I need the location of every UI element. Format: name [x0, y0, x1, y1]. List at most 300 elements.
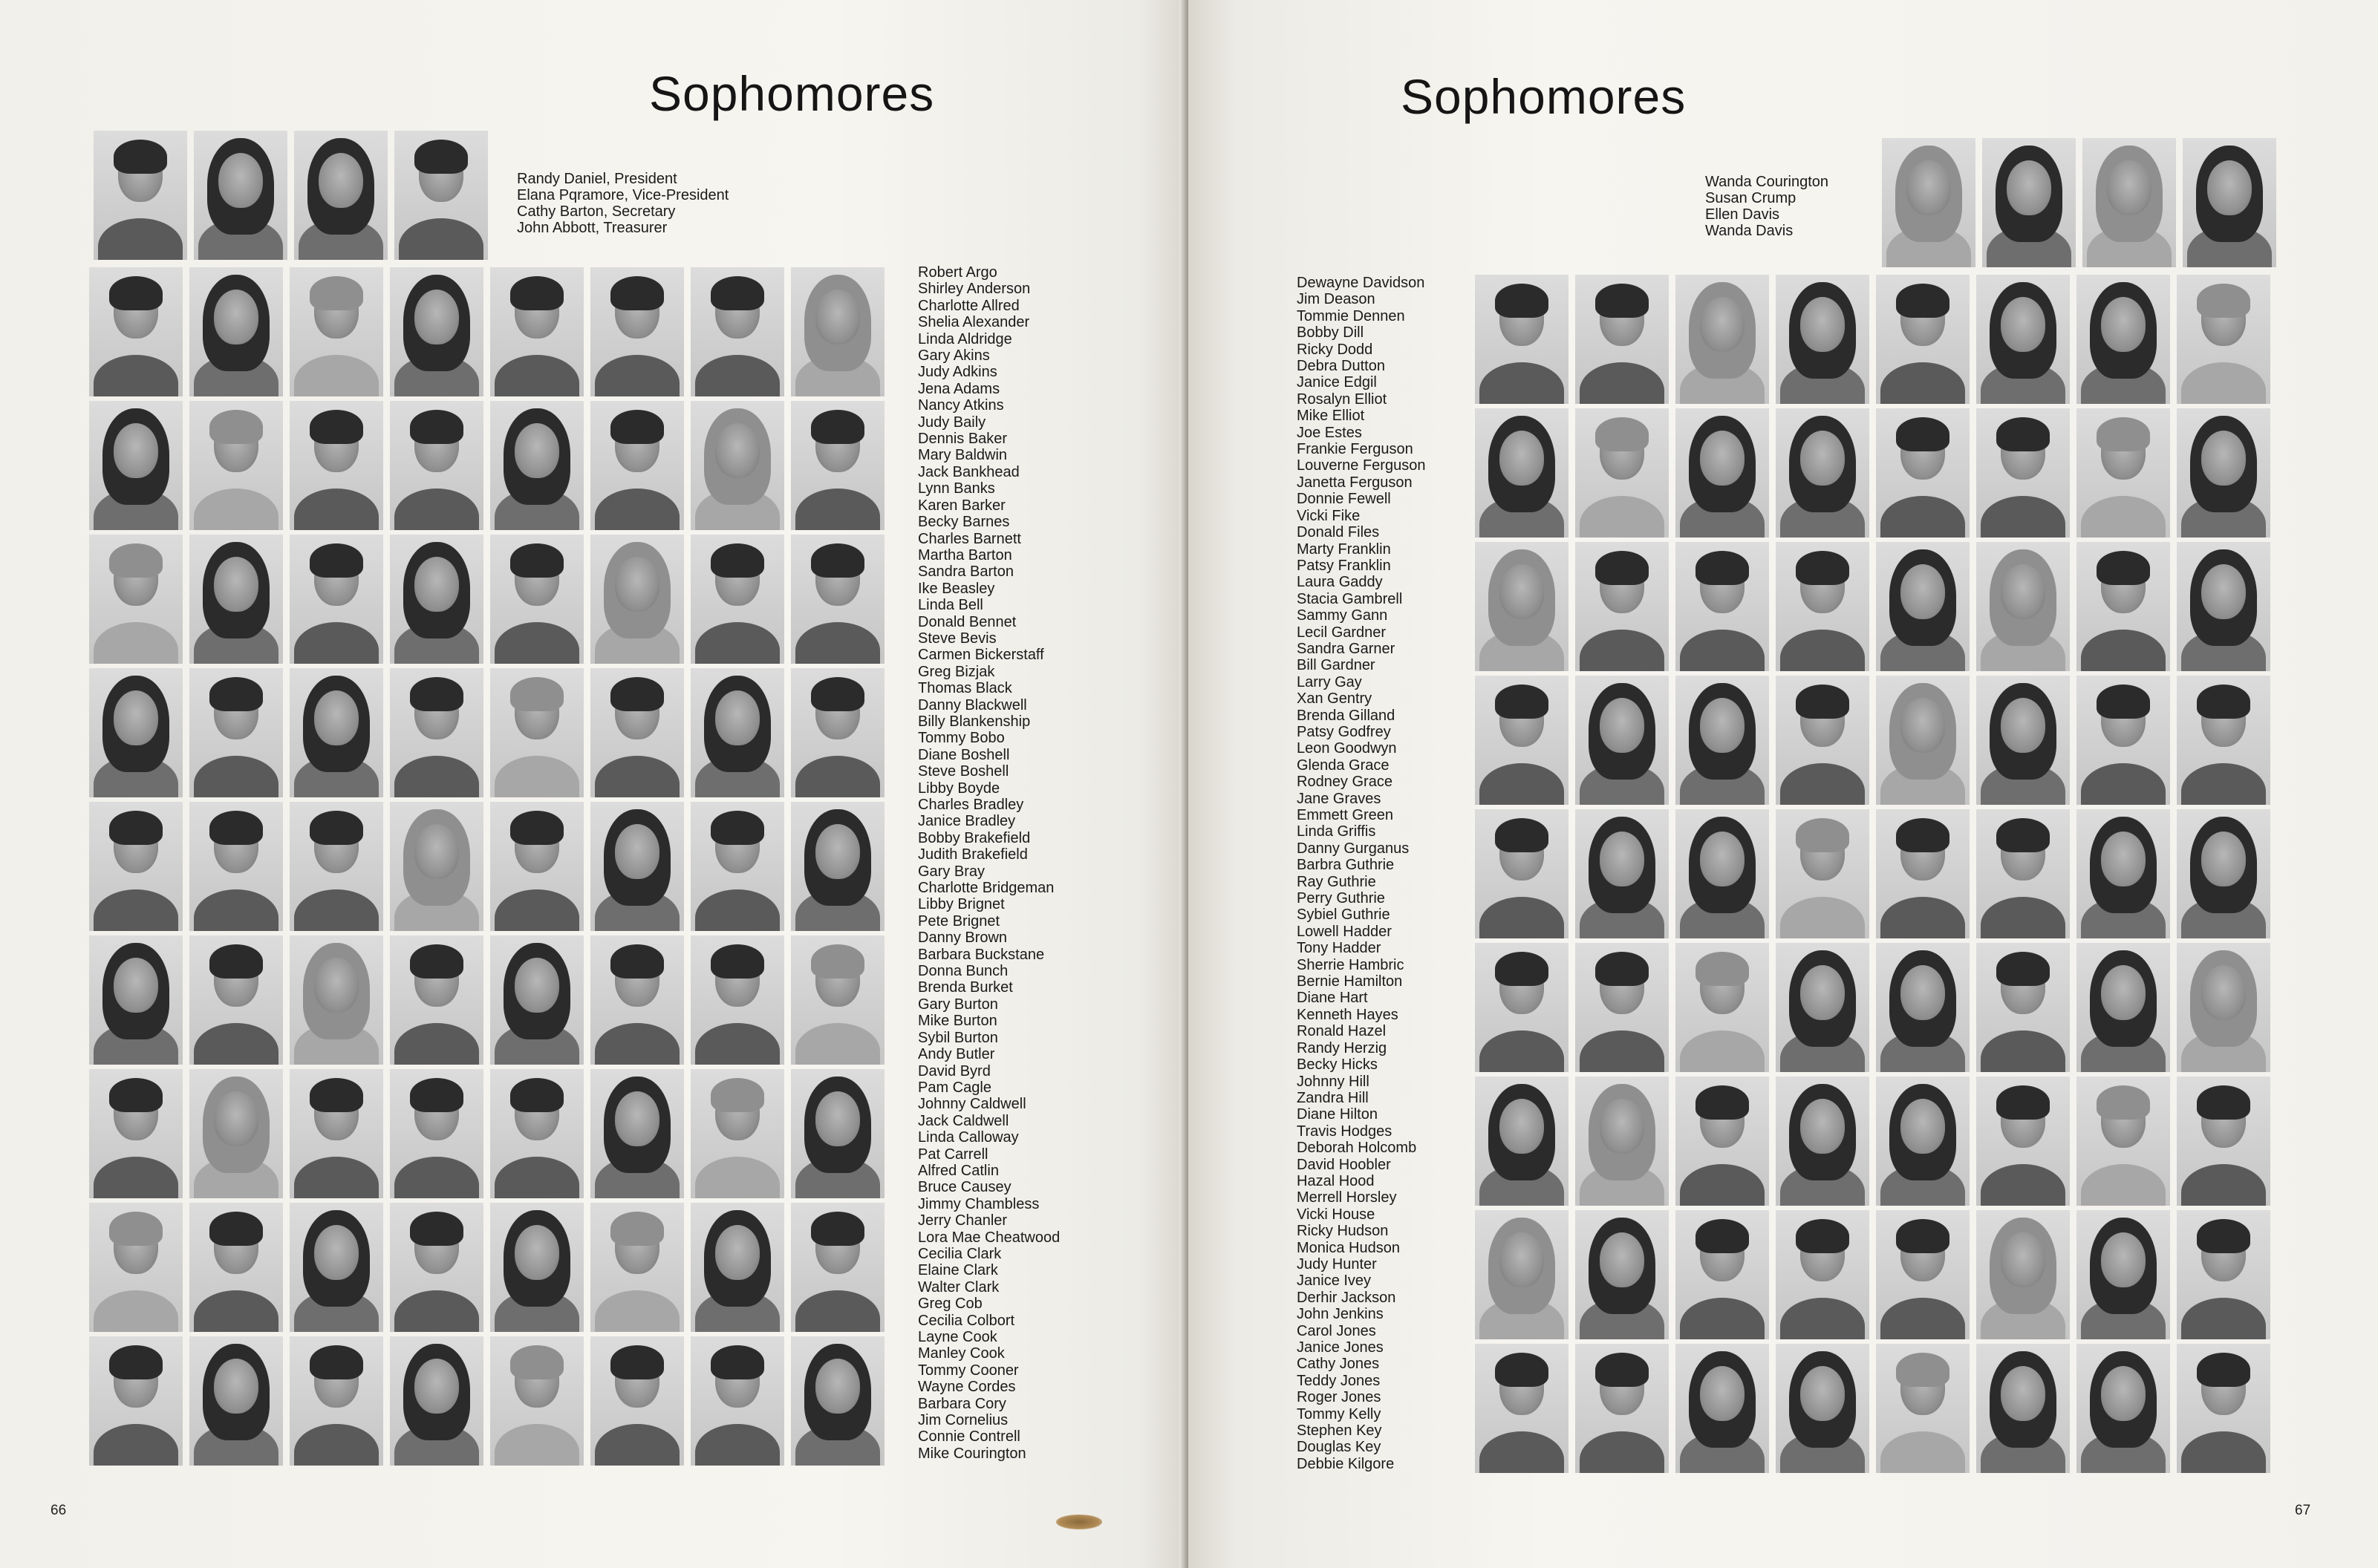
student-photo — [590, 668, 684, 797]
student-photo — [490, 267, 584, 396]
student-name: Jerry Chanler — [918, 1212, 1008, 1229]
top-name-list — [1705, 174, 1828, 239]
student-photo — [290, 267, 383, 396]
student-name: Cecilia Clark — [918, 1245, 1002, 1262]
student-photo — [89, 1069, 183, 1198]
student-name: Carmen Bickerstaff — [918, 647, 1044, 664]
student-photo — [791, 401, 885, 530]
student-photo — [1475, 1210, 1568, 1339]
student-name: Charles Bradley — [918, 797, 1024, 813]
student-name: David Hoobler — [1297, 1156, 1391, 1173]
student-name: Martha Barton — [918, 546, 1012, 564]
student-photo — [1575, 809, 1669, 938]
student-photo — [1976, 1344, 2070, 1473]
student-photo — [1876, 1344, 1970, 1473]
student-photo — [89, 668, 183, 797]
student-name: Lynn Banks — [918, 480, 995, 497]
student-name: Randy Herzig — [1297, 1039, 1387, 1056]
student-name: Donna Bunch — [918, 963, 1009, 980]
student-name: Libby Brignet — [918, 896, 1005, 913]
student-name: Diane Boshell — [918, 746, 1010, 763]
student-photo — [1475, 1344, 1568, 1473]
student-name: Connie Contrell — [918, 1428, 1020, 1446]
student-photo — [89, 535, 183, 664]
student-photo — [590, 935, 684, 1065]
student-name: Kenneth Hayes — [1297, 1006, 1398, 1023]
student-photo — [390, 267, 483, 396]
student-photo — [390, 401, 483, 530]
student-name: Roger Jones — [1297, 1389, 1381, 1406]
officer-list — [517, 171, 729, 236]
student-photo — [189, 267, 283, 396]
student-name: Nancy Atkins — [918, 397, 1004, 414]
student-photo — [390, 535, 483, 664]
student-photo — [189, 668, 283, 797]
student-photo — [390, 668, 483, 797]
page-title: Sophomores — [649, 66, 935, 121]
student-photo — [394, 131, 488, 260]
student-photo — [2076, 809, 2170, 938]
student-name: Shirley Anderson — [918, 281, 1031, 298]
student-photo — [1675, 943, 1769, 1072]
student-name: Mike Burton — [918, 1013, 997, 1030]
student-name: Travis Hodges — [1297, 1123, 1392, 1140]
student-name: Judy Hunter — [1297, 1255, 1377, 1273]
student-photo — [290, 1203, 383, 1332]
student-name: Diane Hart — [1297, 990, 1368, 1007]
student-photo — [1876, 676, 1970, 805]
student-photo — [2076, 1077, 2170, 1206]
student-name: Tommy Cooner — [918, 1362, 1019, 1379]
student-name: Marty Franklin — [1297, 540, 1391, 558]
student-name: Jack Caldwell — [918, 1112, 1009, 1129]
student-photo — [791, 1203, 885, 1332]
student-name: Sandra Barton — [918, 564, 1014, 581]
student-photo — [1776, 408, 1869, 538]
student-photo — [1575, 1344, 1669, 1473]
student-photo — [1475, 943, 1568, 1072]
student-photo — [590, 535, 684, 664]
student-photo — [490, 535, 584, 664]
student-photo — [1976, 1077, 2070, 1206]
student-photo — [2082, 138, 2176, 267]
student-name: Vicki Fike — [1297, 507, 1361, 524]
student-photo — [590, 1336, 684, 1466]
student-name: Bobby Brakefield — [918, 829, 1031, 846]
student-photo — [290, 401, 383, 530]
student-photo — [1776, 809, 1869, 938]
student-name: Tommie Dennen — [1297, 307, 1405, 324]
student-name: Emmett Green — [1297, 807, 1394, 823]
student-name: Jena Adams — [918, 380, 1000, 397]
officer-name: John Abbott, Treasurer — [517, 220, 668, 236]
student-photo — [791, 267, 885, 396]
student-name: Becky Hicks — [1297, 1056, 1378, 1074]
student-photo — [290, 802, 383, 931]
student-name: Mike Elliot — [1297, 408, 1365, 425]
student-name: Patsy Godfrey — [1297, 723, 1391, 740]
page-number: 66 — [51, 1503, 67, 1518]
student-photo — [1675, 542, 1769, 671]
student-photo — [290, 535, 383, 664]
student-photo — [1876, 1077, 1970, 1206]
student-photo — [1776, 1077, 1869, 1206]
student-name: Cathy Jones — [1297, 1356, 1380, 1373]
student-photo — [2177, 275, 2270, 404]
student-photo-grid — [89, 267, 885, 1466]
student-name: Joe Estes — [1297, 424, 1362, 441]
student-name: Susan Crump — [1705, 190, 1796, 206]
student-photo — [2177, 408, 2270, 538]
student-photo — [2177, 1210, 2270, 1339]
student-photo — [1675, 275, 1769, 404]
student-name: Glenda Grace — [1297, 757, 1390, 774]
student-name-list — [1297, 275, 1425, 1472]
student-name: Diane Hilton — [1297, 1106, 1378, 1123]
student-name: Linda Bell — [918, 597, 983, 614]
student-photo — [1575, 943, 1669, 1072]
officer-name: Cathy Barton, Secretary — [517, 203, 676, 220]
page-number: 67 — [2295, 1503, 2311, 1518]
student-name: John Jenkins — [1297, 1306, 1384, 1323]
student-name: Brenda Burket — [918, 979, 1013, 996]
student-name: Danny Brown — [918, 930, 1008, 947]
student-name: Bobby Dill — [1297, 324, 1364, 342]
student-photo — [89, 802, 183, 931]
student-photo — [1675, 676, 1769, 805]
student-name: Sandra Garner — [1297, 640, 1395, 657]
student-photo — [390, 1203, 483, 1332]
student-photo — [390, 1069, 483, 1198]
student-photo — [590, 1069, 684, 1198]
student-name: Xan Gentry — [1297, 690, 1372, 708]
student-photo — [290, 935, 383, 1065]
student-photo — [2177, 1344, 2270, 1473]
student-name: Lora Mae Cheatwood — [918, 1229, 1061, 1246]
student-photo — [791, 1069, 885, 1198]
student-name: Perry Guthrie — [1297, 890, 1385, 907]
student-name: Ricky Dodd — [1297, 341, 1373, 358]
student-photo — [791, 535, 885, 664]
student-photo — [290, 1336, 383, 1466]
student-photo — [1776, 943, 1869, 1072]
student-photo — [1475, 408, 1568, 538]
student-photo — [1976, 275, 2070, 404]
student-name: Billy Blankenship — [918, 713, 1031, 730]
student-name: Pam Cagle — [918, 1079, 991, 1096]
student-photo — [1575, 676, 1669, 805]
student-name: Wanda Davis — [1705, 223, 1794, 239]
student-name: Linda Aldridge — [918, 330, 1012, 347]
student-name: Layne Cook — [918, 1329, 997, 1345]
student-name: Donald Bennet — [918, 613, 1017, 630]
student-name: Brenda Gilland — [1297, 707, 1395, 724]
student-photo — [2183, 138, 2276, 267]
student-photo — [2177, 943, 2270, 1072]
student-photo — [1675, 809, 1769, 938]
student-name: Carol Jones — [1297, 1322, 1376, 1339]
student-name: Patsy Franklin — [1297, 557, 1391, 574]
student-name: Rosalyn Elliot — [1297, 391, 1387, 408]
student-name: Deborah Holcomb — [1297, 1140, 1417, 1157]
student-name: Bernie Hamilton — [1297, 973, 1403, 990]
student-name: Linda Calloway — [918, 1129, 1019, 1146]
student-photo — [2076, 275, 2170, 404]
student-name: Donald Files — [1297, 524, 1380, 541]
student-name: Laura Gaddy — [1297, 574, 1383, 591]
student-name: Becky Barnes — [918, 514, 1010, 531]
student-photo — [691, 535, 784, 664]
student-photo — [1475, 275, 1568, 404]
student-photo — [189, 1203, 283, 1332]
student-photo — [490, 401, 584, 530]
student-photo — [2076, 943, 2170, 1072]
student-name: Sammy Gann — [1297, 607, 1388, 624]
student-name: Janetta Ferguson — [1297, 474, 1413, 491]
student-photo — [89, 1336, 183, 1466]
student-name: Sybil Burton — [918, 1029, 998, 1046]
student-photo — [2076, 676, 2170, 805]
student-name-list — [918, 264, 1060, 1462]
student-name: Teddy Jones — [1297, 1372, 1381, 1389]
student-photo — [691, 668, 784, 797]
student-photo — [1475, 1077, 1568, 1206]
student-name: Wayne Cordes — [918, 1379, 1016, 1396]
student-name: Douglas Key — [1297, 1439, 1381, 1456]
student-name: Lecil Gardner — [1297, 624, 1387, 641]
student-photo — [89, 935, 183, 1065]
left-page — [0, 0, 1188, 1568]
student-photo — [691, 267, 784, 396]
student-photo — [1976, 943, 2070, 1072]
student-photo — [691, 401, 784, 530]
student-name: Lowell Hadder — [1297, 923, 1392, 940]
student-photo — [691, 1336, 784, 1466]
student-name: Tony Hadder — [1297, 940, 1381, 957]
student-photo — [189, 802, 283, 931]
student-photo — [791, 802, 885, 931]
student-photo — [1976, 542, 2070, 671]
student-name: Danny Gurganus — [1297, 840, 1410, 857]
student-photo — [189, 535, 283, 664]
student-name: Danny Blackwell — [918, 696, 1027, 713]
student-name: Stephen Key — [1297, 1422, 1382, 1440]
student-photo — [1675, 1344, 1769, 1473]
student-photo — [1976, 408, 2070, 538]
student-photo — [490, 802, 584, 931]
student-name: Johnny Caldwell — [918, 1096, 1026, 1113]
student-photo — [94, 131, 187, 260]
student-name: Tommy Bobo — [918, 730, 1005, 747]
student-photo — [290, 668, 383, 797]
student-photo — [1475, 676, 1568, 805]
student-name: Derhir Jackson — [1297, 1289, 1396, 1306]
student-photo — [1976, 809, 2070, 938]
student-name: Steve Boshell — [918, 763, 1009, 780]
student-name: Janice Ivey — [1297, 1273, 1372, 1290]
student-photo — [1575, 542, 1669, 671]
student-photo — [1575, 1210, 1669, 1339]
student-photo — [791, 668, 885, 797]
student-name: Judy Adkins — [918, 364, 997, 381]
student-photo — [1475, 542, 1568, 671]
student-name: Jim Deason — [1297, 291, 1375, 308]
student-name: David Byrd — [918, 1062, 991, 1079]
student-photo — [1675, 408, 1769, 538]
student-name: Janice Bradley — [918, 813, 1016, 830]
student-photo — [89, 401, 183, 530]
student-photo — [1475, 809, 1568, 938]
student-photo — [490, 668, 584, 797]
student-name: Janice Edgil — [1297, 374, 1377, 391]
student-photo — [89, 1203, 183, 1332]
student-name: Ronald Hazel — [1297, 1023, 1387, 1040]
student-name: Gary Burton — [918, 996, 998, 1013]
student-name: Greg Cob — [918, 1296, 983, 1313]
student-name: Ellen Davis — [1705, 206, 1780, 223]
student-photo — [1575, 275, 1669, 404]
officer-name: Randy Daniel, President — [517, 171, 677, 187]
right-page — [1188, 0, 2378, 1568]
student-name: Louverne Ferguson — [1297, 457, 1426, 474]
student-photo — [1982, 138, 2076, 267]
student-name: Jane Graves — [1297, 790, 1381, 807]
tape-stain — [1056, 1515, 1102, 1529]
student-photo — [490, 1336, 584, 1466]
student-photo — [1876, 275, 1970, 404]
student-name: Bruce Causey — [918, 1179, 1012, 1196]
student-photo — [1675, 1077, 1769, 1206]
student-photo — [89, 267, 183, 396]
student-photo — [1776, 542, 1869, 671]
student-name: Walter Clark — [918, 1278, 1000, 1296]
student-name: Sybiel Guthrie — [1297, 906, 1390, 924]
student-name: Charlotte Bridgeman — [918, 880, 1055, 897]
student-photo — [691, 1203, 784, 1332]
student-name: Steve Bevis — [918, 630, 997, 647]
student-photo — [1976, 676, 2070, 805]
student-name: Gary Akins — [918, 347, 990, 365]
student-photo — [2076, 408, 2170, 538]
student-photo — [1776, 676, 1869, 805]
student-name: Wanda Courington — [1705, 174, 1829, 190]
student-photo — [1776, 275, 1869, 404]
student-name: Alfred Catlin — [918, 1162, 999, 1179]
student-name: Mike Courington — [918, 1445, 1026, 1462]
student-photo — [294, 131, 388, 260]
student-photo — [2076, 1210, 2170, 1339]
student-name: Elaine Clark — [918, 1262, 998, 1279]
student-photo — [490, 1069, 584, 1198]
student-photo — [1575, 408, 1669, 538]
top-photo-grid — [1882, 138, 2276, 267]
student-name: Barbara Buckstane — [918, 946, 1045, 963]
student-name: Karen Barker — [918, 497, 1006, 514]
student-name: Judy Baily — [918, 414, 986, 431]
student-photo — [2076, 1344, 2170, 1473]
student-photo — [1882, 138, 1975, 267]
student-photo — [590, 1203, 684, 1332]
student-photo — [194, 131, 287, 260]
student-name: Thomas Black — [918, 680, 1012, 697]
student-name: Ike Beasley — [918, 580, 995, 597]
student-photo — [590, 401, 684, 530]
student-name: Pete Brignet — [918, 912, 1000, 930]
student-photo — [1776, 1344, 1869, 1473]
officer-name: Elana Pqramore, Vice-President — [517, 187, 729, 203]
page-title: Sophomores — [1401, 69, 1687, 124]
student-name: Sherrie Hambric — [1297, 956, 1404, 973]
officer-photo-grid — [94, 131, 488, 260]
student-photo — [2076, 542, 2170, 671]
student-photo — [290, 1069, 383, 1198]
student-photo — [1876, 542, 1970, 671]
student-photo — [189, 401, 283, 530]
student-photo — [189, 1069, 283, 1198]
student-name: Mary Baldwin — [918, 447, 1008, 464]
student-photo — [2177, 676, 2270, 805]
student-name: Johnny Hill — [1297, 1073, 1369, 1090]
student-photo — [691, 935, 784, 1065]
student-name: Dewayne Davidson — [1297, 275, 1425, 291]
student-photo — [1675, 1210, 1769, 1339]
student-name: Monica Hudson — [1297, 1239, 1400, 1256]
student-photo — [390, 802, 483, 931]
student-name: Ricky Hudson — [1297, 1223, 1389, 1240]
student-name: Debra Dutton — [1297, 358, 1385, 375]
student-name: Jimmy Chambless — [918, 1195, 1040, 1212]
student-name: Cecilia Colbort — [918, 1312, 1015, 1329]
student-name: Hazal Hood — [1297, 1172, 1375, 1189]
student-photo — [2177, 542, 2270, 671]
student-name: Debbie Kilgore — [1297, 1455, 1395, 1472]
student-photo — [2177, 809, 2270, 938]
student-photo — [691, 1069, 784, 1198]
student-photo — [1776, 1210, 1869, 1339]
student-photo-grid — [1475, 275, 2270, 1473]
student-name: Linda Griffis — [1297, 823, 1376, 840]
student-name: Ray Guthrie — [1297, 873, 1376, 890]
student-name: Robert Argo — [918, 264, 997, 281]
student-name: Tommy Kelly — [1297, 1405, 1381, 1422]
student-photo — [1876, 408, 1970, 538]
student-photo — [189, 935, 283, 1065]
student-name: Larry Gay — [1297, 673, 1362, 690]
student-photo — [791, 935, 885, 1065]
student-name: Charles Barnett — [918, 530, 1021, 547]
student-name: Barbra Guthrie — [1297, 857, 1395, 874]
student-photo — [1575, 1077, 1669, 1206]
student-photo — [590, 802, 684, 931]
student-name: Libby Boyde — [918, 780, 1000, 797]
student-name: Dennis Baker — [918, 431, 1008, 448]
student-name: Gary Bray — [918, 863, 986, 880]
student-photo — [490, 1203, 584, 1332]
student-photo — [1876, 943, 1970, 1072]
student-name: Donnie Fewell — [1297, 491, 1391, 508]
student-name: Frankie Ferguson — [1297, 441, 1413, 458]
student-name: Jim Cornelius — [918, 1412, 1009, 1429]
student-name: Leon Goodwyn — [1297, 740, 1397, 757]
student-photo — [189, 1336, 283, 1466]
student-name: Jack Bankhead — [918, 463, 1020, 480]
student-name: Bill Gardner — [1297, 657, 1375, 674]
student-photo — [490, 935, 584, 1065]
student-photo — [390, 935, 483, 1065]
student-name: Andy Butler — [918, 1046, 995, 1063]
student-name: Pat Carrell — [918, 1146, 988, 1163]
student-photo — [390, 1336, 483, 1466]
